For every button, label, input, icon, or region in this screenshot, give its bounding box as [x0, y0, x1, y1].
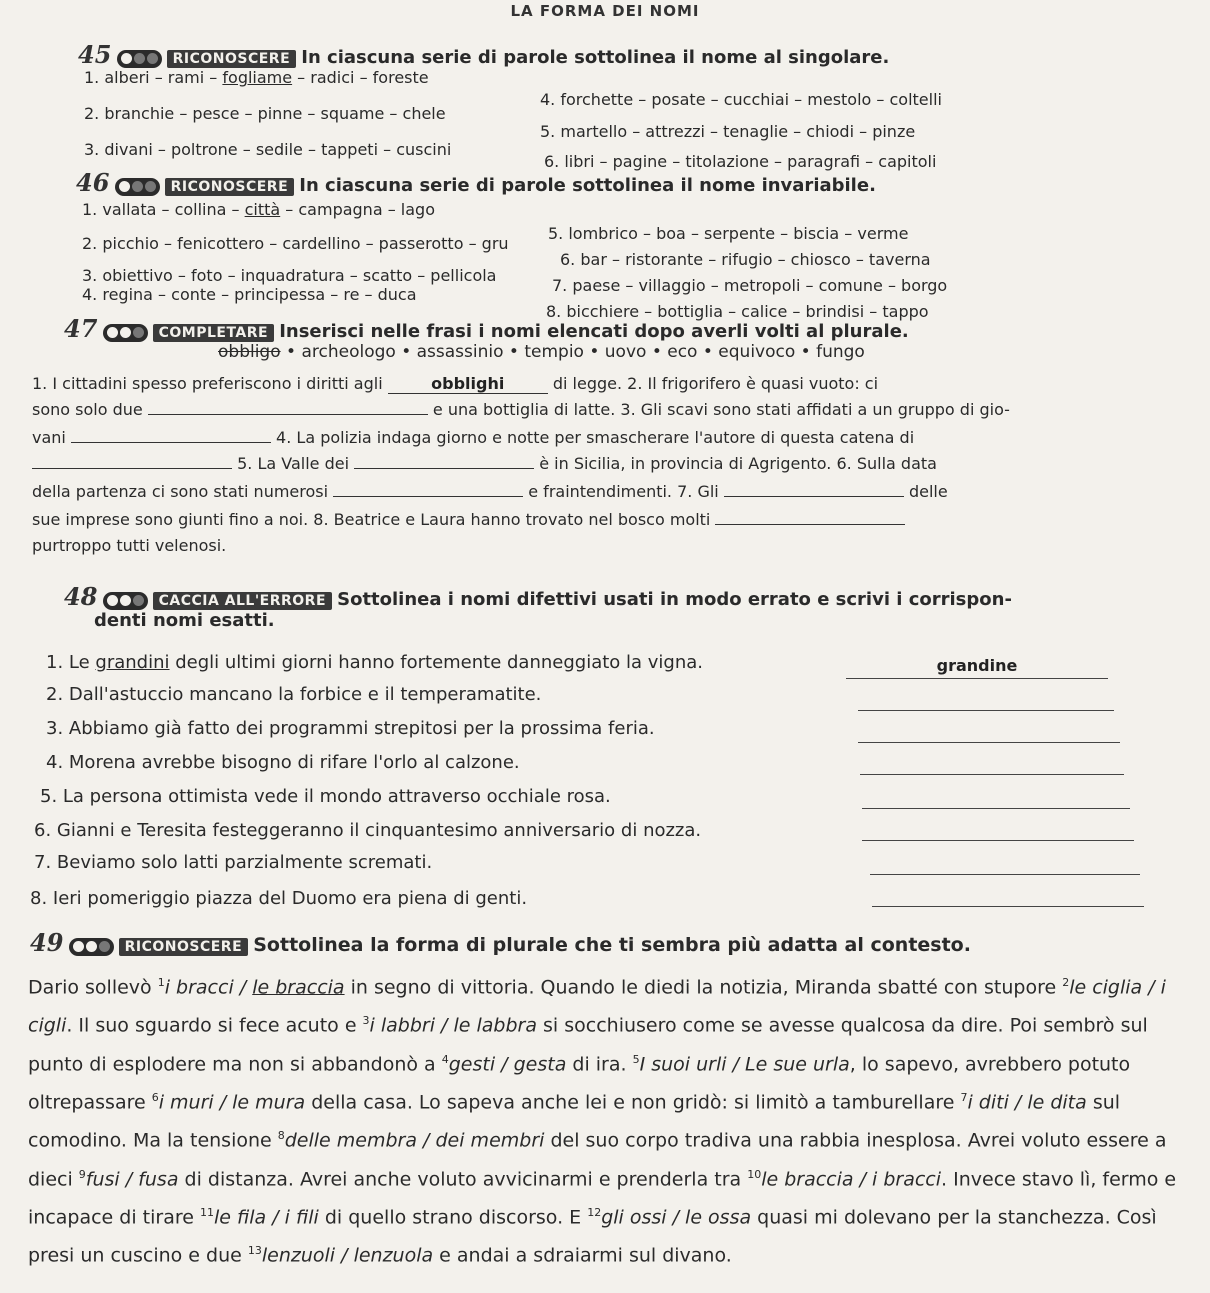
ex48-item-5: 5. La persona ottimista vede il mondo attraverso occhiale rosa. [40, 786, 611, 807]
exercise-instruction: In ciascuna serie di parole sottolinea il nome al singolare. [301, 47, 890, 68]
ex46-item-6: 6. bar – ristorante – rifugio – chiosco – taverna [560, 250, 931, 269]
ex48-item-2: 2. Dall'astuccio mancano la forbice e il temperamatite. [46, 684, 542, 705]
ex45-item-1: 1. alberi – rami – fogliame – radici – foreste [84, 68, 429, 87]
underlined-answer: le braccia [252, 976, 345, 999]
difficulty-dots-icon [103, 324, 148, 342]
handwritten-answer: grandine [936, 656, 1018, 675]
ex47-sentence-6: della partenza ci sono stati numerosi e fraintendimenti. 7. Gli delle [32, 482, 948, 501]
ex45-item-2: 2. branchie – pesce – pinne – squame – chele [84, 104, 446, 123]
ex45-item-4: 4. forchette – posate – cucchiai – mestolo – coltelli [540, 90, 942, 109]
ex46-item-1: 1. vallata – collina – città – campagna – lago [82, 200, 435, 219]
exercise-47-heading: 47 COMPLETARE Inserisci nelle frasi i nomi elencati dopo averli volti al plurale. [64, 314, 909, 343]
ex46-item-3: 3. obiettivo – foto – inquadratura – scatto – pellicola [82, 266, 497, 285]
exercise-number: 45 [78, 40, 112, 69]
difficulty-dots-icon [117, 50, 162, 68]
ex46-item-8: 8. bicchiere – bottiglia – calice – brindisi – tappo [546, 302, 929, 321]
answer-field-4[interactable] [860, 752, 1124, 775]
exercise-46-heading: 46 RICONOSCERE In ciascuna serie di parole sottolinea il nome invariabile. [76, 168, 876, 197]
ex47-sentence-7: sue imprese sono giunti fino a noi. 8. Beatrice e Laura hanno trovato nel bosco molti [32, 510, 905, 529]
answer-field-1[interactable] [846, 656, 1108, 679]
ex48-item-4: 4. Morena avrebbe bisogno di rifare l'orlo al calzone. [46, 752, 520, 773]
ex45-item-6: 6. libri – pagine – titolazione – paragrafi – capitoli [544, 152, 937, 171]
ex46-item-4: 4. regina – conte – principessa – re – duca [82, 285, 417, 304]
ex48-item-1: 1. Le grandini degli ultimi giorni hanno fortemente danneggiato la vigna. [46, 652, 704, 673]
handwritten-answer: obblighi [431, 374, 505, 393]
answer-field-2[interactable] [858, 688, 1114, 711]
answer-field-6[interactable] [862, 818, 1134, 841]
ex45-item-5: 5. martello – attrezzi – tenaglie – chiodi – pinze [540, 122, 916, 141]
exercise-45-heading [78, 40, 889, 69]
answer-field-7[interactable] [870, 852, 1140, 875]
ex48-item-8: 8. Ieri pomeriggio piazza del Duomo era piena di genti. [30, 888, 528, 909]
answer-field-5[interactable] [862, 786, 1130, 809]
answer-field-3[interactable] [858, 720, 1120, 743]
ex46-item-7: 7. paese – villaggio – metropoli – comune – borgo [552, 276, 948, 295]
ex49-paragraph: Dario sollevò $^1$i bracci / le braccia in segno di vittoria. Quando le diedi la notizia, Miranda sbatté con stupore $^2$le ciglia / i cigli. Il suo sguardo si fece acuto e $^3$i labbri / le labbra si socchiusero come se avesse qualcosa da dire. Poi sembrò sul punto di esplodere ma non si abbandonò a $^4$gesti / gesta di ira. $^5$I suoi urli / Le sue urla, lo sapevo, avrebbero potuto oltrepassare $^6$i muri / le mura della casa. Lo sapeva anche lei e non gridò: si limitò a tamburellare $^7$i diti / le dita sul comodino. Ma la tensione $^8$delle membra / dei membri del suo corpo tradiva una rabbia inesplosa. Avrei voluto essere a dieci $^9$fusi / fusa di distanza. Avrei anche voluto avvicinarmi e prenderla tra $^{10}$le braccia / i bracci. Invece stavo lì, fermo e incapace di tirare $^{11}$le fila / i fili di quello strano discorso. E $^{12}$gli ossi / le ossa quasi mi dolevano per la stanchezza. Così presi un cuscino e due $^{13}$lenzuoli / lenzuola e andai a sdraiarmi sul divano. [28, 976, 1177, 1267]
ex48-item-7: 7. Beviamo solo latti parzialmente scremati. [34, 852, 433, 873]
page-header: LA FORMA DEI NOMI [510, 2, 700, 20]
ex47-sentence-8: purtroppo tutti velenosi. [32, 536, 227, 555]
ex48-item-3: 3. Abbiamo già fatto dei programmi strepitosi per la prossima feria. [46, 718, 655, 739]
exercise-49-heading: 49 RICONOSCERE Sottolinea la forma di plurale che ti sembra più adatta al contesto. [30, 928, 971, 957]
ex46-item-5: 5. lombrico – boa – serpente – biscia – verme [548, 224, 909, 243]
exercise-48-instruction-cont: denti nomi esatti. [94, 610, 275, 631]
ex47-sentence-2: sono solo due e una bottiglia di latte. 3. Gli scavi sono stati affidati a un gruppo di gio- [32, 400, 1010, 419]
ex48-item-6: 6. Gianni e Teresita festeggeranno il cinquantesimo anniversario di nozza. [34, 820, 702, 841]
difficulty-dots-icon [69, 938, 114, 956]
difficulty-dots-icon [115, 178, 160, 196]
ex47-sentence-3: vani 4. La polizia indaga giorno e notte per smascherare l'autore di questa catena di [32, 428, 915, 447]
word-list: obbligo • archeologo • assassinio • tempio • uovo • eco • equivoco • fungo [218, 342, 865, 362]
ex47-sentence-5: 5. La Valle dei è in Sicilia, in provincia di Agrigento. 6. Sulla data [32, 454, 937, 473]
difficulty-dots-icon [103, 592, 148, 610]
exercise-48-heading: 48 CACCIA ALL'ERRORE Sottolinea i nomi difettivi usati in modo errato e scrivi i corrispon- [64, 582, 1012, 611]
ex45-item-3: 3. divani – poltrone – sedile – tappeti – cuscini [84, 140, 452, 159]
ex47-sentence-1: 1. I cittadini spesso preferiscono i diritti agli obblighi di legge. 2. Il frigorifero è quasi vuoto: ci [32, 374, 879, 393]
ex46-item-2: 2. picchio – fenicottero – cardellino – passerotto – gru [82, 234, 509, 253]
answer-field-8[interactable] [872, 884, 1144, 907]
exercise-tag: RICONOSCERE [167, 50, 297, 68]
